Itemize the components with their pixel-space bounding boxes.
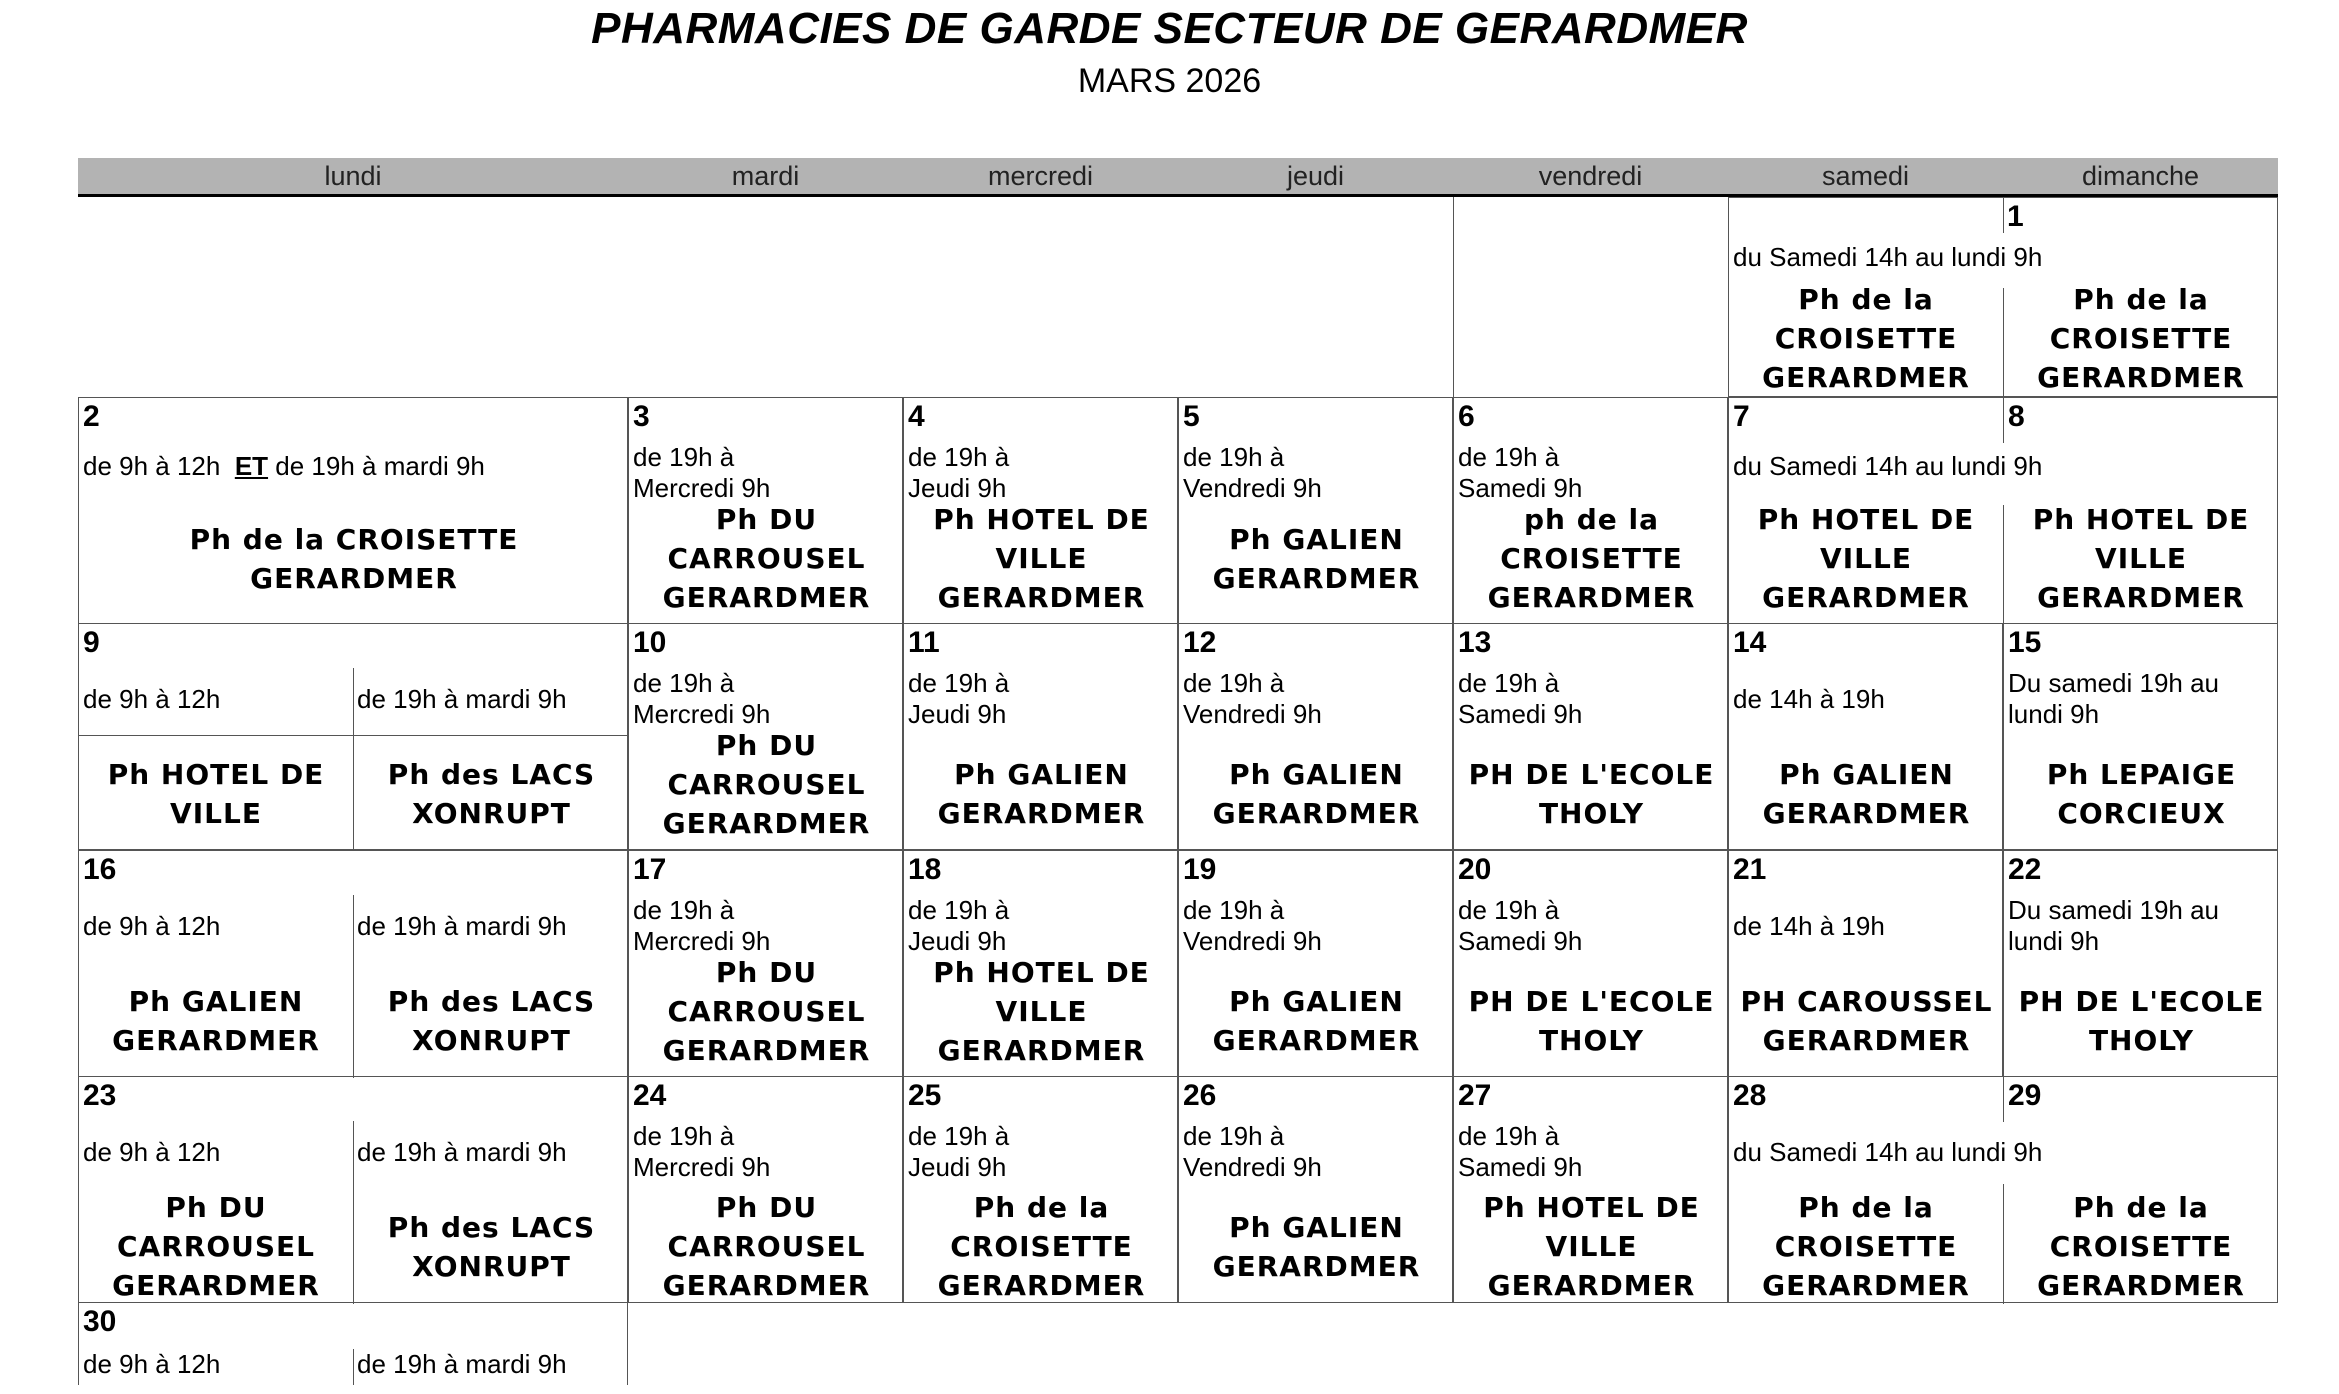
day-cell-2 [78, 397, 628, 624]
day-hours: de 19h à mardi 9h [357, 911, 567, 941]
day-cell-17 [628, 850, 903, 1077]
day-cell-27 [1453, 1076, 1728, 1303]
day-number: 11 [908, 626, 940, 659]
day-number: 26 [1183, 1079, 1217, 1112]
pharmacy-name: PH DE L'ECOLE THOLY [1468, 985, 1715, 1057]
day-number: 14 [1733, 626, 1767, 659]
day-hours: de 19h à Mercredi 9h [633, 1121, 771, 1182]
weekend-cell-1 [1728, 197, 2278, 397]
pharmacy-name: Ph de la CROISETTE GERARDMER [1762, 283, 1970, 394]
day-hours: de 19h à Vendredi 9h [1183, 442, 1322, 503]
day-hours: de 19h à Samedi 9h [1458, 442, 1583, 503]
pharmacy-name: PH CAROUSSEL GERARDMER [1740, 985, 1993, 1057]
pharmacy-name: Ph HOTEL DE VILLE GERARDMER [1757, 503, 1975, 614]
pharmacy-name: Ph DU CARROUSEL GERARDMER [662, 503, 871, 614]
day-number: 4 [908, 400, 925, 433]
day-hours: de 19h à Jeudi 9h [908, 668, 1010, 729]
day-hours: de 9h à 12h [83, 684, 221, 714]
day-hours: de 19h à Samedi 9h [1458, 668, 1583, 729]
day-number: 7 [1733, 400, 1750, 433]
pharmacy-name: Ph de la CROISETTE GERARDMER [189, 523, 519, 595]
pharmacy-name: PH DE L'ECOLE THOLY [1468, 758, 1715, 830]
weekday-saturday: samedi [1821, 161, 1910, 191]
day-number: 6 [1458, 400, 1475, 433]
pharmacy-name: Ph de la CROISETTE GERARDMER [1762, 1191, 1970, 1302]
day-number: 5 [1183, 400, 1200, 433]
pharmacy-name: Ph DU CARROUSEL GERARDMER [662, 1191, 871, 1302]
day-cell-22 [2003, 850, 2278, 1077]
day-number: 3 [633, 400, 650, 433]
day-number: 18 [908, 853, 942, 886]
day-cell-11 [903, 623, 1178, 850]
day-number: 2 [83, 400, 100, 433]
day-hours: de 19h à Mercredi 9h [633, 442, 771, 503]
pharmacy-name: Ph de la CROISETTE GERARDMER [937, 1191, 1146, 1302]
day-number: 17 [633, 853, 667, 886]
pharmacy-name: Ph GALIEN GERARDMER [1762, 758, 1971, 830]
pharmacy-name: Ph GALIEN GERARDMER [1212, 758, 1421, 830]
day-cell-23 [78, 1076, 628, 1303]
day-cell-16 [78, 850, 628, 1077]
weekday-sunday: dimanche [2081, 161, 2200, 191]
page-subtitle: MARS 2026 [1077, 62, 1262, 100]
day-cell-empty [1453, 197, 1728, 397]
day-cell-9 [78, 623, 628, 850]
pharmacy-name: Ph de la CROISETTE GERARDMER [2037, 1191, 2245, 1302]
pharmacy-name: Ph GALIEN GERARDMER [937, 758, 1146, 830]
day-cell-5 [1178, 397, 1453, 624]
day-number: 21 [1733, 853, 1767, 886]
day-hours: de 9h à 12h [83, 911, 221, 941]
day-number: 13 [1458, 626, 1492, 659]
page-title: PHARMACIES DE GARDE SECTEUR DE GERARDMER [591, 4, 1748, 53]
pharmacy-name: Ph LEPAIGE CORCIEUX [2046, 758, 2237, 830]
day-number: 9 [83, 626, 100, 659]
day-hours: de 19h à Vendredi 9h [1183, 668, 1322, 729]
day-cell-14 [1728, 623, 2003, 850]
day-number: 10 [633, 626, 667, 659]
weekday-thursday: jeudi [1286, 161, 1345, 191]
weekend-cell-28-29 [1728, 1076, 2278, 1303]
day-number: 24 [633, 1079, 667, 1112]
pharmacy-name: Ph HOTEL DE VILLE [107, 758, 325, 830]
day-number: 1 [2007, 200, 2024, 233]
day-hours: de 19h à mardi 9h [357, 1137, 567, 1167]
day-hours: Du samedi 19h au lundi 9h [2008, 668, 2220, 729]
pharmacy-name: Ph HOTEL DE VILLE GERARDMER [1483, 1191, 1700, 1302]
day-cell-18 [903, 850, 1178, 1077]
pharmacy-name: Ph GALIEN GERARDMER [1212, 985, 1421, 1057]
weekday-header [78, 158, 2278, 197]
day-hours: de 19h à Jeudi 9h [908, 895, 1010, 956]
day-hours: de 14h à 19h [1733, 684, 1885, 714]
day-hours: de 19h à Jeudi 9h [908, 1121, 1010, 1182]
day-hours: de 9h à 12h [83, 1349, 221, 1379]
day-hours: de 19h à Vendredi 9h [1183, 1121, 1322, 1182]
day-cell-26 [1178, 1076, 1453, 1303]
day-number: 19 [1183, 853, 1217, 886]
day-number: 23 [83, 1079, 117, 1112]
day-hours: de 9h à 12h [83, 1137, 221, 1167]
day-number: 15 [2008, 626, 2042, 659]
day-hours: de 9h à 12h ET de 19h à mardi 9h [83, 451, 485, 481]
day-number: 8 [2008, 400, 2025, 433]
day-cell-10 [628, 623, 903, 850]
day-hours: de 19h à Vendredi 9h [1183, 895, 1322, 956]
pharmacy-name: Ph DU CARROUSEL GERARDMER [662, 729, 871, 840]
day-number: 16 [83, 853, 117, 886]
weekday-wednesday: mercredi [987, 161, 1094, 191]
day-number: 29 [2008, 1079, 2042, 1112]
pharmacy-name: Ph de la CROISETTE GERARDMER [2037, 283, 2245, 394]
day-hours: de 19h à Samedi 9h [1458, 1121, 1583, 1182]
day-cell-13 [1453, 623, 1728, 850]
day-hours: de 19h à Samedi 9h [1458, 895, 1583, 956]
day-hours: de 19h à Mercredi 9h [633, 668, 771, 729]
weekend-hours: du Samedi 14h au lundi 9h [1733, 242, 2043, 272]
pharmacy-name: Ph des LACS XONRUPT [387, 985, 596, 1057]
day-number: 27 [1458, 1079, 1492, 1112]
pharmacy-name: ph de la CROISETTE GERARDMER [1487, 503, 1696, 614]
day-cell-4 [903, 397, 1178, 624]
pharmacy-name: Ph HOTEL DE VILLE GERARDMER [933, 503, 1150, 614]
pharmacy-name: Ph GALIEN GERARDMER [1212, 523, 1421, 595]
day-hours: de 19h à Mercredi 9h [633, 895, 771, 956]
pharmacy-name: Ph HOTEL DE VILLE GERARDMER [2032, 503, 2250, 614]
weekend-cell-7-8 [1728, 397, 2278, 624]
day-cell-24 [628, 1076, 903, 1303]
day-cell-25 [903, 1076, 1178, 1303]
day-cell-12 [1178, 623, 1453, 850]
day-cell-3 [628, 397, 903, 624]
weekday-monday: lundi [324, 161, 382, 191]
day-cell-6 [1453, 397, 1728, 624]
day-hours: de 19h à mardi 9h [357, 684, 567, 714]
weekday-friday: vendredi [1538, 161, 1643, 191]
day-hours: de 19h à Jeudi 9h [908, 442, 1010, 503]
day-cell-20 [1453, 850, 1728, 1077]
pharmacy-name: Ph des LACS XONRUPT [387, 1211, 596, 1283]
day-hours: de 19h à mardi 9h [357, 1349, 567, 1379]
pharmacy-name: Ph HOTEL DE VILLE GERARDMER [933, 956, 1150, 1067]
pharmacy-name: Ph DU CARROUSEL GERARDMER [112, 1191, 320, 1302]
day-cell-19 [1178, 850, 1453, 1077]
pharmacy-name: PH DE L'ECOLE THOLY [2018, 985, 2265, 1057]
day-number: 28 [1733, 1079, 1767, 1112]
pharmacy-name: Ph des LACS XONRUPT [387, 758, 596, 830]
day-number: 20 [1458, 853, 1492, 886]
day-cell-15 [2003, 623, 2278, 850]
day-cell-30 [78, 1303, 628, 1385]
day-number: 25 [908, 1079, 942, 1112]
day-cell-21 [1728, 850, 2003, 1077]
pharmacy-name: Ph GALIEN GERARDMER [112, 985, 320, 1057]
day-number: 12 [1183, 626, 1217, 659]
weekday-tuesday: mardi [731, 161, 800, 191]
weekend-hours: du Samedi 14h au lundi 9h [1733, 1137, 2043, 1167]
weekend-hours: du Samedi 14h au lundi 9h [1733, 451, 2043, 481]
pharmacy-name: Ph DU CARROUSEL GERARDMER [662, 956, 871, 1067]
day-number: 22 [2008, 853, 2042, 886]
pharmacy-name: Ph GALIEN GERARDMER [1212, 1211, 1421, 1283]
day-hours: de 14h à 19h [1733, 911, 1885, 941]
day-hours: Du samedi 19h au lundi 9h [2008, 895, 2220, 956]
day-number: 30 [83, 1305, 117, 1338]
